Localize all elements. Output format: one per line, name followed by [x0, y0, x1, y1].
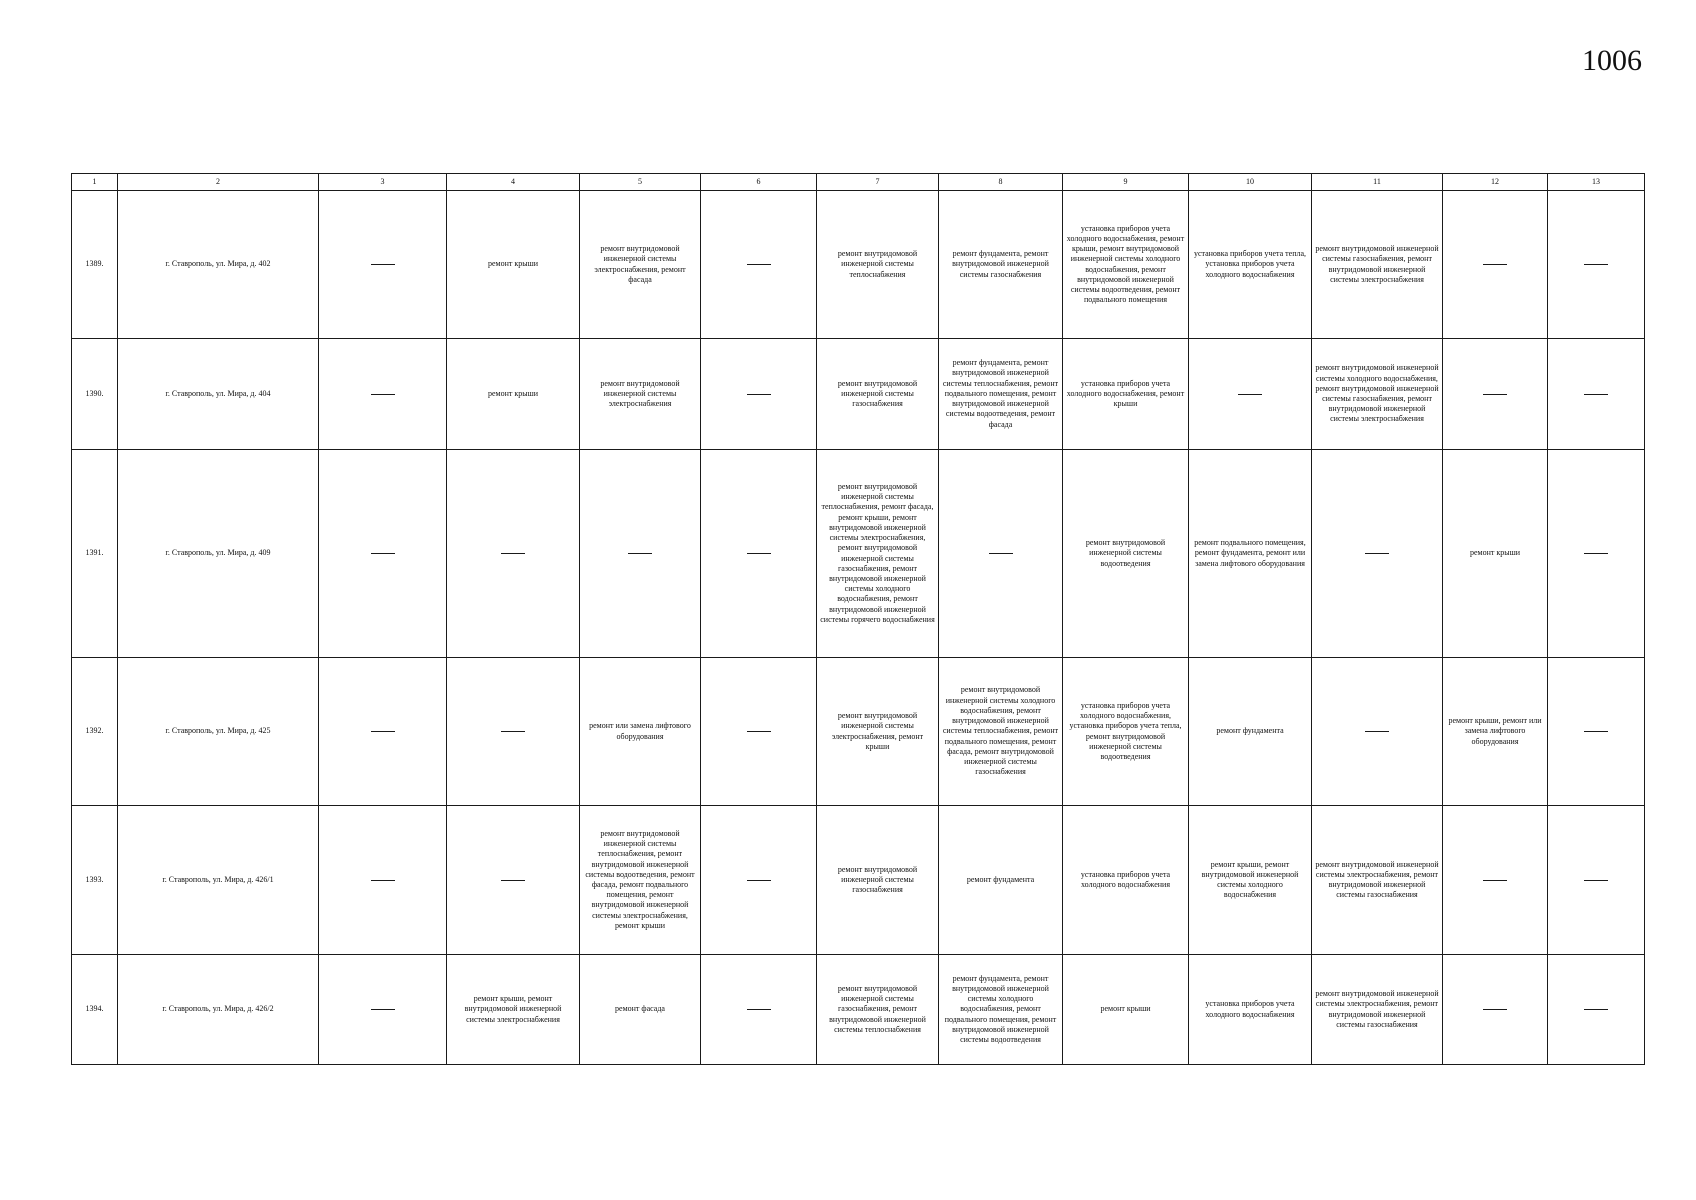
table-cell	[701, 806, 817, 955]
cell-text: ремонт подвального помещения, ремонт фундамента, ремонт или замена лифтового оборудования	[1194, 538, 1306, 568]
table-cell	[1443, 339, 1548, 450]
empty-dash	[371, 264, 395, 265]
empty-dash	[989, 553, 1013, 554]
table-cell	[1063, 191, 1189, 339]
empty-dash	[1584, 394, 1608, 395]
table-cell	[701, 450, 817, 658]
row-address: г. Ставрополь, ул. Мира, д. 425	[118, 658, 319, 806]
column-header: 6	[701, 174, 817, 191]
table-cell	[1548, 450, 1645, 658]
table-row	[72, 955, 1645, 1065]
cell-text: ремонт внутридомовой инженерной системы водоотведения	[1085, 538, 1166, 568]
empty-dash	[501, 553, 525, 554]
table-cell	[1548, 339, 1645, 450]
table-cell	[1443, 191, 1548, 339]
table-cell	[1312, 955, 1443, 1065]
table-cell	[580, 191, 701, 339]
cell-text: ремонт внутридомовой инженерной системы холодного водоснабжения, ремонт внутридомовой инженерной системы теплоснабжения, ремонт подвального помещения, ремонт фасада, ремонт внутридомовой инженерной системы газоснабжения	[942, 685, 1059, 777]
cell-text: установка приборов учета холодного водоснабжения	[1080, 869, 1171, 889]
empty-dash	[747, 1009, 771, 1010]
empty-dash	[1365, 731, 1389, 732]
row-address: г. Ставрополь, ул. Мира, д. 426/1	[118, 806, 319, 955]
cell-text: ремонт внутридомовой инженерной системы электроснабжения, ремонт внутридомовой инженерной системы газоснабжения	[1315, 859, 1439, 900]
empty-dash	[1483, 394, 1507, 395]
column-header: 7	[817, 174, 939, 191]
table-cell	[701, 955, 817, 1065]
column-header: 9	[1063, 174, 1189, 191]
table-cell	[1443, 658, 1548, 806]
empty-dash	[1584, 731, 1608, 732]
table-cell	[1189, 806, 1312, 955]
cell-text: ремонт фундамента, ремонт внутридомовой инженерной системы газоснабжения	[952, 249, 1049, 279]
cell-text: ремонт внутридомовой инженерной системы газоснабжения, ремонт внутридомовой инженерной системы теплоснабжения	[829, 983, 926, 1034]
row-address: г. Ставрополь, ул. Мира, д. 404	[118, 339, 319, 450]
table-cell	[817, 450, 939, 658]
table-cell	[319, 658, 447, 806]
table-row	[72, 450, 1645, 658]
table-header	[72, 174, 1645, 191]
table-cell	[817, 955, 939, 1065]
table-cell	[1189, 955, 1312, 1065]
table-cell	[1312, 806, 1443, 955]
column-header: 4	[447, 174, 580, 191]
capital-repair-table	[71, 173, 1645, 1065]
table-cell	[817, 658, 939, 806]
cell-text: ремонт крыши	[487, 259, 539, 269]
cell-text: ремонт фундамента, ремонт внутридомовой инженерной системы холодного водоснабжения, ремонт подвального помещения, ремонт внутридомовой инженерной системы водоотведения	[944, 973, 1057, 1045]
empty-dash	[747, 264, 771, 265]
cell-text: ремонт внутридомовой инженерной системы электроснабжения, ремонт крыши	[831, 711, 924, 751]
table-cell	[1312, 191, 1443, 339]
cell-text: установка приборов учета тепла, установка приборов учета холодного водоснабжения	[1193, 249, 1307, 279]
cell-text: установка приборов учета холодного водоснабжения, установка приборов учета тепла, ремонт внутридомовой инженерной системы водоотведения	[1069, 700, 1182, 761]
empty-dash	[371, 553, 395, 554]
row-number: 1390.	[72, 339, 118, 450]
table-row	[72, 806, 1645, 955]
cell-text: ремонт фундамента	[1216, 726, 1284, 736]
table-cell	[1189, 339, 1312, 450]
table-cell	[1189, 450, 1312, 658]
table-cell	[580, 955, 701, 1065]
table-cell	[1312, 339, 1443, 450]
table-cell	[939, 658, 1063, 806]
cell-text: ремонт внутридомовой инженерной системы электроснабжения, ремонт внутридомовой инженерной системы газоснабжения	[1315, 989, 1439, 1029]
column-header: 10	[1189, 174, 1312, 191]
table-cell	[1063, 450, 1189, 658]
table-cell	[319, 450, 447, 658]
empty-dash	[1584, 264, 1608, 265]
empty-dash	[1365, 553, 1389, 554]
table-cell	[1063, 806, 1189, 955]
table-cell	[1063, 955, 1189, 1065]
column-header: 12	[1443, 174, 1548, 191]
row-number: 1389.	[72, 191, 118, 339]
cell-text: установка приборов учета холодного водоснабжения	[1205, 999, 1295, 1019]
table-cell	[447, 806, 580, 955]
table-cell	[701, 339, 817, 450]
table-cell	[939, 191, 1063, 339]
column-header: 8	[939, 174, 1063, 191]
table-cell	[939, 955, 1063, 1065]
table-cell	[939, 339, 1063, 450]
column-header: 5	[580, 174, 701, 191]
table-cell	[447, 339, 580, 450]
column-header: 13	[1548, 174, 1645, 191]
row-number: 1392.	[72, 658, 118, 806]
table-cell	[1063, 658, 1189, 806]
cell-text: ремонт крыши	[1100, 1004, 1151, 1014]
empty-dash	[1584, 553, 1608, 554]
empty-dash	[747, 394, 771, 395]
empty-dash	[1238, 394, 1262, 395]
cell-text: ремонт крыши	[1469, 548, 1521, 558]
cell-text: ремонт внутридомовой инженерной системы теплоснабжения	[837, 249, 918, 279]
page-number: 1006	[1582, 44, 1642, 77]
table-cell	[447, 658, 580, 806]
table-cell	[319, 806, 447, 955]
cell-text: ремонт внутридомовой инженерной системы холодного водоснабжения, ремонт внутридомовой инженерной системы газоснабжения, ремонт внутридомовой инженерной системы электроснабжения	[1315, 363, 1439, 424]
table-cell	[580, 658, 701, 806]
table-cell	[319, 339, 447, 450]
cell-text: ремонт внутридомовой инженерной системы теплоснабжения, ремонт фасада, ремонт крыши, ремонт внутридомовой инженерной системы электроснабжения, ремонт внутридомовой инженерной системы газоснабжения, ремонт внутридомовой инженерной системы холодного водоснабжения, ремонт внутридомовой инженерной системы горячего водоснабжения	[820, 481, 935, 624]
empty-dash	[1584, 880, 1608, 881]
row-number: 1394.	[72, 955, 118, 1065]
table-row	[72, 339, 1645, 450]
cell-text: ремонт внутридомовой инженерной системы газоснабжения	[837, 864, 918, 895]
cell-text: ремонт крыши, ремонт или замена лифтового оборудования	[1448, 716, 1542, 746]
empty-dash	[747, 553, 771, 554]
cell-text: ремонт фундамента	[966, 874, 1035, 884]
table-cell	[1063, 339, 1189, 450]
empty-dash	[1483, 880, 1507, 881]
table-cell	[580, 450, 701, 658]
empty-dash	[371, 394, 395, 395]
cell-text: ремонт или замена лифтового оборудования	[589, 721, 691, 741]
table-cell	[939, 806, 1063, 955]
cell-text: ремонт крыши	[487, 388, 539, 398]
empty-dash	[371, 1009, 395, 1010]
table-cell	[1443, 806, 1548, 955]
row-address: г. Ставрополь, ул. Мира, д. 409	[118, 450, 319, 658]
table-row	[72, 658, 1645, 806]
cell-text: ремонт фундамента, ремонт внутридомовой инженерной системы теплоснабжения, ремонт подвального помещения, ремонт внутридомовой инженерной системы водоотведения, ремонт фасада	[942, 358, 1059, 429]
empty-dash	[747, 731, 771, 732]
row-number: 1393.	[72, 806, 118, 955]
register-table-container	[71, 173, 1644, 1065]
cell-text: ремонт внутридомовой инженерной системы газоснабжения	[837, 378, 918, 409]
empty-dash	[1584, 1009, 1608, 1010]
cell-text: ремонт внутридомовой инженерной системы электроснабжения, ремонт фасада	[594, 244, 686, 284]
table-cell	[1443, 955, 1548, 1065]
table-cell	[319, 191, 447, 339]
row-address: г. Ставрополь, ул. Мира, д. 426/2	[118, 955, 319, 1065]
table-cell	[701, 191, 817, 339]
empty-dash	[501, 880, 525, 881]
row-address: г. Ставрополь, ул. Мира, д. 402	[118, 191, 319, 339]
cell-text: установка приборов учета холодного водоснабжения, ремонт крыши	[1066, 378, 1185, 409]
table-cell	[447, 450, 580, 658]
column-header: 1	[72, 174, 118, 191]
table-cell	[1548, 955, 1645, 1065]
column-header: 2	[118, 174, 319, 191]
empty-dash	[371, 731, 395, 732]
table-cell	[817, 191, 939, 339]
cell-text: ремонт крыши, ремонт внутридомовой инженерной системы холодного водоснабжения	[1201, 859, 1299, 900]
empty-dash	[1483, 1009, 1507, 1010]
empty-dash	[628, 553, 652, 554]
table-cell	[1548, 191, 1645, 339]
table-cell	[580, 339, 701, 450]
table-cell	[1189, 191, 1312, 339]
table-row	[72, 191, 1645, 339]
table-cell	[447, 191, 580, 339]
column-header: 3	[319, 174, 447, 191]
row-number: 1391.	[72, 450, 118, 658]
table-cell	[1312, 450, 1443, 658]
table-cell	[817, 806, 939, 955]
column-number-row	[72, 174, 1645, 191]
cell-text: ремонт внутридомовой инженерной системы газоснабжения, ремонт внутридомовой инженерной системы электроснабжения	[1315, 244, 1439, 284]
empty-dash	[747, 880, 771, 881]
table-cell	[447, 955, 580, 1065]
table-cell	[1312, 658, 1443, 806]
table-cell	[1548, 658, 1645, 806]
cell-text: установка приборов учета холодного водоснабжения, ремонт крыши, ремонт внутридомовой инженерной системы холодного водоснабжения, ремонт внутридомовой инженерной системы водоотведения, ремонт подвального помещения	[1066, 223, 1185, 305]
table-cell	[1443, 450, 1548, 658]
empty-dash	[501, 731, 525, 732]
table-body	[72, 191, 1645, 1065]
cell-text: ремонт внутридомовой инженерной системы теплоснабжения, ремонт внутридомовой инженерной системы водоотведения, ремонт фасада, ремонт подвального помещения, ремонт внутридомовой инженерной системы электроснабжения, ремонт крыши	[585, 828, 695, 930]
cell-text: ремонт фасада	[615, 1004, 665, 1014]
table-cell	[580, 806, 701, 955]
cell-text: ремонт внутридомовой инженерной системы электроснабжения	[600, 378, 680, 409]
table-cell	[319, 955, 447, 1065]
table-cell	[1548, 806, 1645, 955]
column-header: 11	[1312, 174, 1443, 191]
table-cell	[701, 658, 817, 806]
table-cell	[939, 450, 1063, 658]
empty-dash	[1483, 264, 1507, 265]
table-cell	[1189, 658, 1312, 806]
empty-dash	[371, 880, 395, 881]
table-cell	[817, 339, 939, 450]
cell-text: ремонт крыши, ремонт внутридомовой инженерной системы электроснабжения	[464, 994, 562, 1024]
